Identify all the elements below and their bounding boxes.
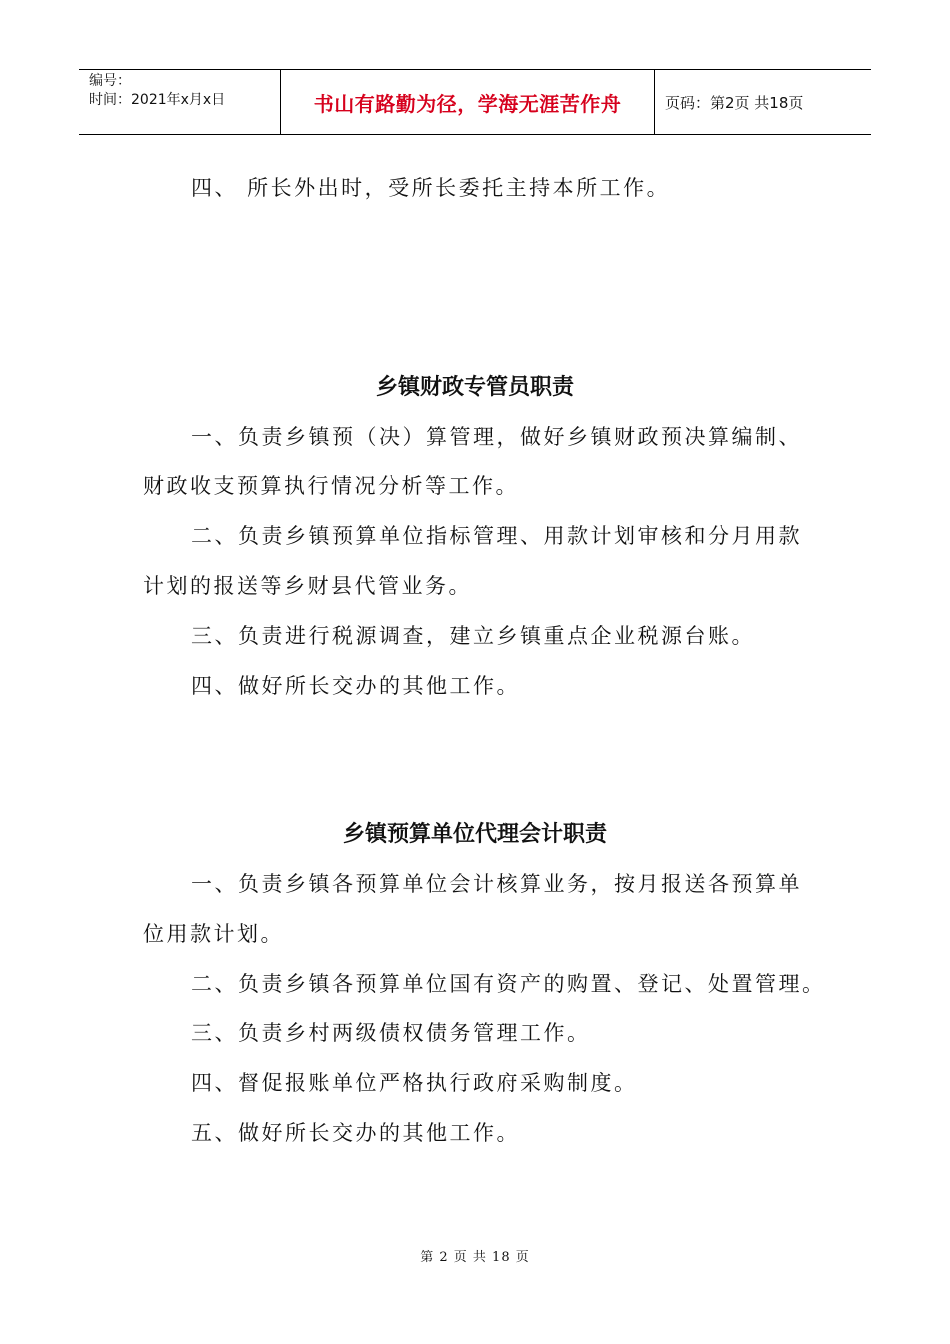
section1-line: 财政收支预算执行情况分析等工作。: [143, 474, 519, 498]
section1-title: 乡镇财政专管员职责: [375, 375, 574, 400]
section1-line: 计划的报送等乡财县代管业务。: [143, 574, 472, 598]
section2-title: 乡镇预算单位代理会计职责: [342, 822, 607, 847]
section1-line: 二、负责乡镇预算单位指标管理、用款计划审核和分月用款: [191, 524, 802, 548]
intro-line: 四、 所长外出时，受所长委托主持本所工作。: [191, 176, 671, 200]
page-footer: 第 2 页 共 18 页: [420, 1250, 530, 1265]
header-motto: 书山有路勤为径，学海无涯苦作舟: [281, 70, 655, 134]
section2-line: 三、负责乡村两级债权债务管理工作。: [191, 1021, 591, 1045]
section1-line: 一、负责乡镇预（决）算管理，做好乡镇财政预决算编制、: [191, 425, 802, 449]
section2-line: 四、督促报账单位严格执行政府采购制度。: [191, 1071, 638, 1095]
section2-line: 二、负责乡镇各预算单位国有资产的购置、登记、处置管理。: [191, 972, 826, 996]
number-label: 编号：: [89, 73, 131, 89]
page-header: [79, 69, 871, 135]
section2-line: 一、负责乡镇各预算单位会计核算业务，按月报送各预算单: [191, 872, 802, 896]
section1-line: 四、做好所长交办的其他工作。: [191, 674, 520, 698]
time-label: 时间：2021年x月x日: [89, 92, 226, 108]
section2-line: 位用款计划。: [143, 922, 284, 946]
header-meta: [79, 70, 281, 134]
section2-line: 五、做好所长交办的其他工作。: [191, 1121, 520, 1145]
header-page-info: 页码：第2页 共18页: [665, 93, 804, 112]
section1-line: 三、负责进行税源调查，建立乡镇重点企业税源台账。: [191, 624, 755, 648]
